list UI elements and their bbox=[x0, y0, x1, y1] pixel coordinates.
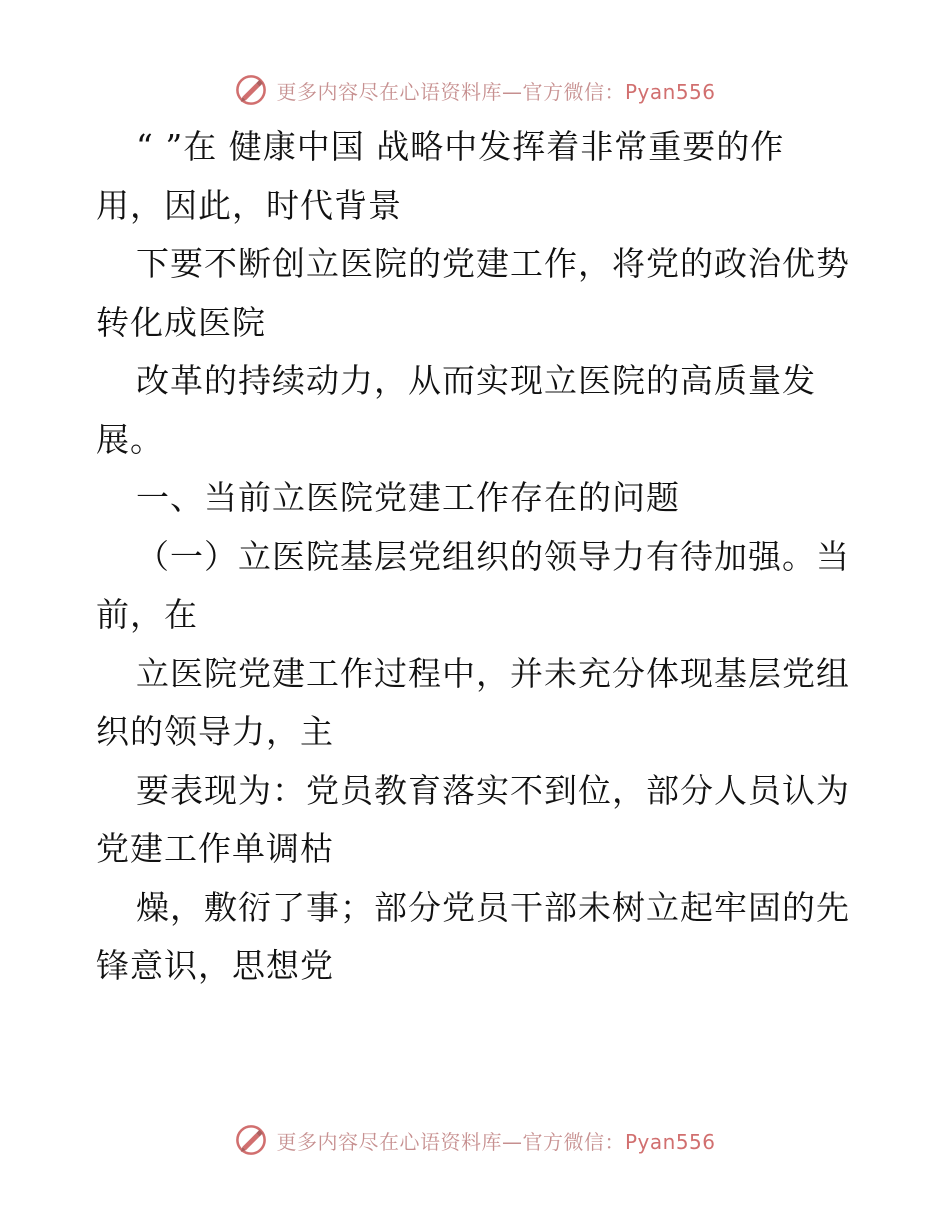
watermark-text: 更多内容尽在心语资料库—官方微信： bbox=[276, 79, 625, 104]
pen-logo-icon bbox=[234, 1123, 268, 1157]
page-header bbox=[0, 70, 950, 110]
body-line: “ ”在 健康中国 战略中发挥着非常重要的作 bbox=[136, 127, 785, 166]
watermark-handle: Pyan556 bbox=[624, 1129, 716, 1154]
watermark-header bbox=[234, 73, 715, 107]
body-line: 改革的持续动力，从而实现立医院的高质量发 bbox=[136, 361, 816, 400]
body-line: 党建工作单调枯 bbox=[96, 829, 334, 868]
watermark-text: 更多内容尽在心语资料库—官方微信： bbox=[276, 1129, 625, 1154]
pen-logo-icon bbox=[234, 73, 268, 107]
subsection-heading: （一）立医院基层党组织的领导力有待加强。当 bbox=[136, 536, 850, 576]
body-line: 前，在 bbox=[96, 595, 198, 634]
body-line: 下要不断创立医院的党建工作，将党的政治优势 bbox=[136, 244, 850, 283]
watermark-footer bbox=[234, 1123, 715, 1157]
body-line: 锋意识，思想党 bbox=[96, 946, 334, 985]
body-line: 用，因此，时代背景 bbox=[96, 185, 402, 225]
body-line: 燥，敷衍了事；部分党员干部未树立起牢固的先 bbox=[136, 887, 850, 927]
watermark-handle: Pyan556 bbox=[624, 79, 716, 104]
section-heading: 一、当前立医院党建工作存在的问题 bbox=[136, 478, 680, 517]
page-footer bbox=[0, 1120, 950, 1160]
body-line: 展。 bbox=[96, 419, 164, 459]
document-body bbox=[96, 118, 856, 996]
body-line: 织的领导力，主 bbox=[96, 712, 334, 751]
body-line: 转化成医院 bbox=[96, 302, 266, 342]
body-line: 立医院党建工作过程中，并未充分体现基层党组 bbox=[136, 653, 850, 693]
body-line: 要表现为：党员教育落实不到位，部分人员认为 bbox=[136, 770, 850, 810]
